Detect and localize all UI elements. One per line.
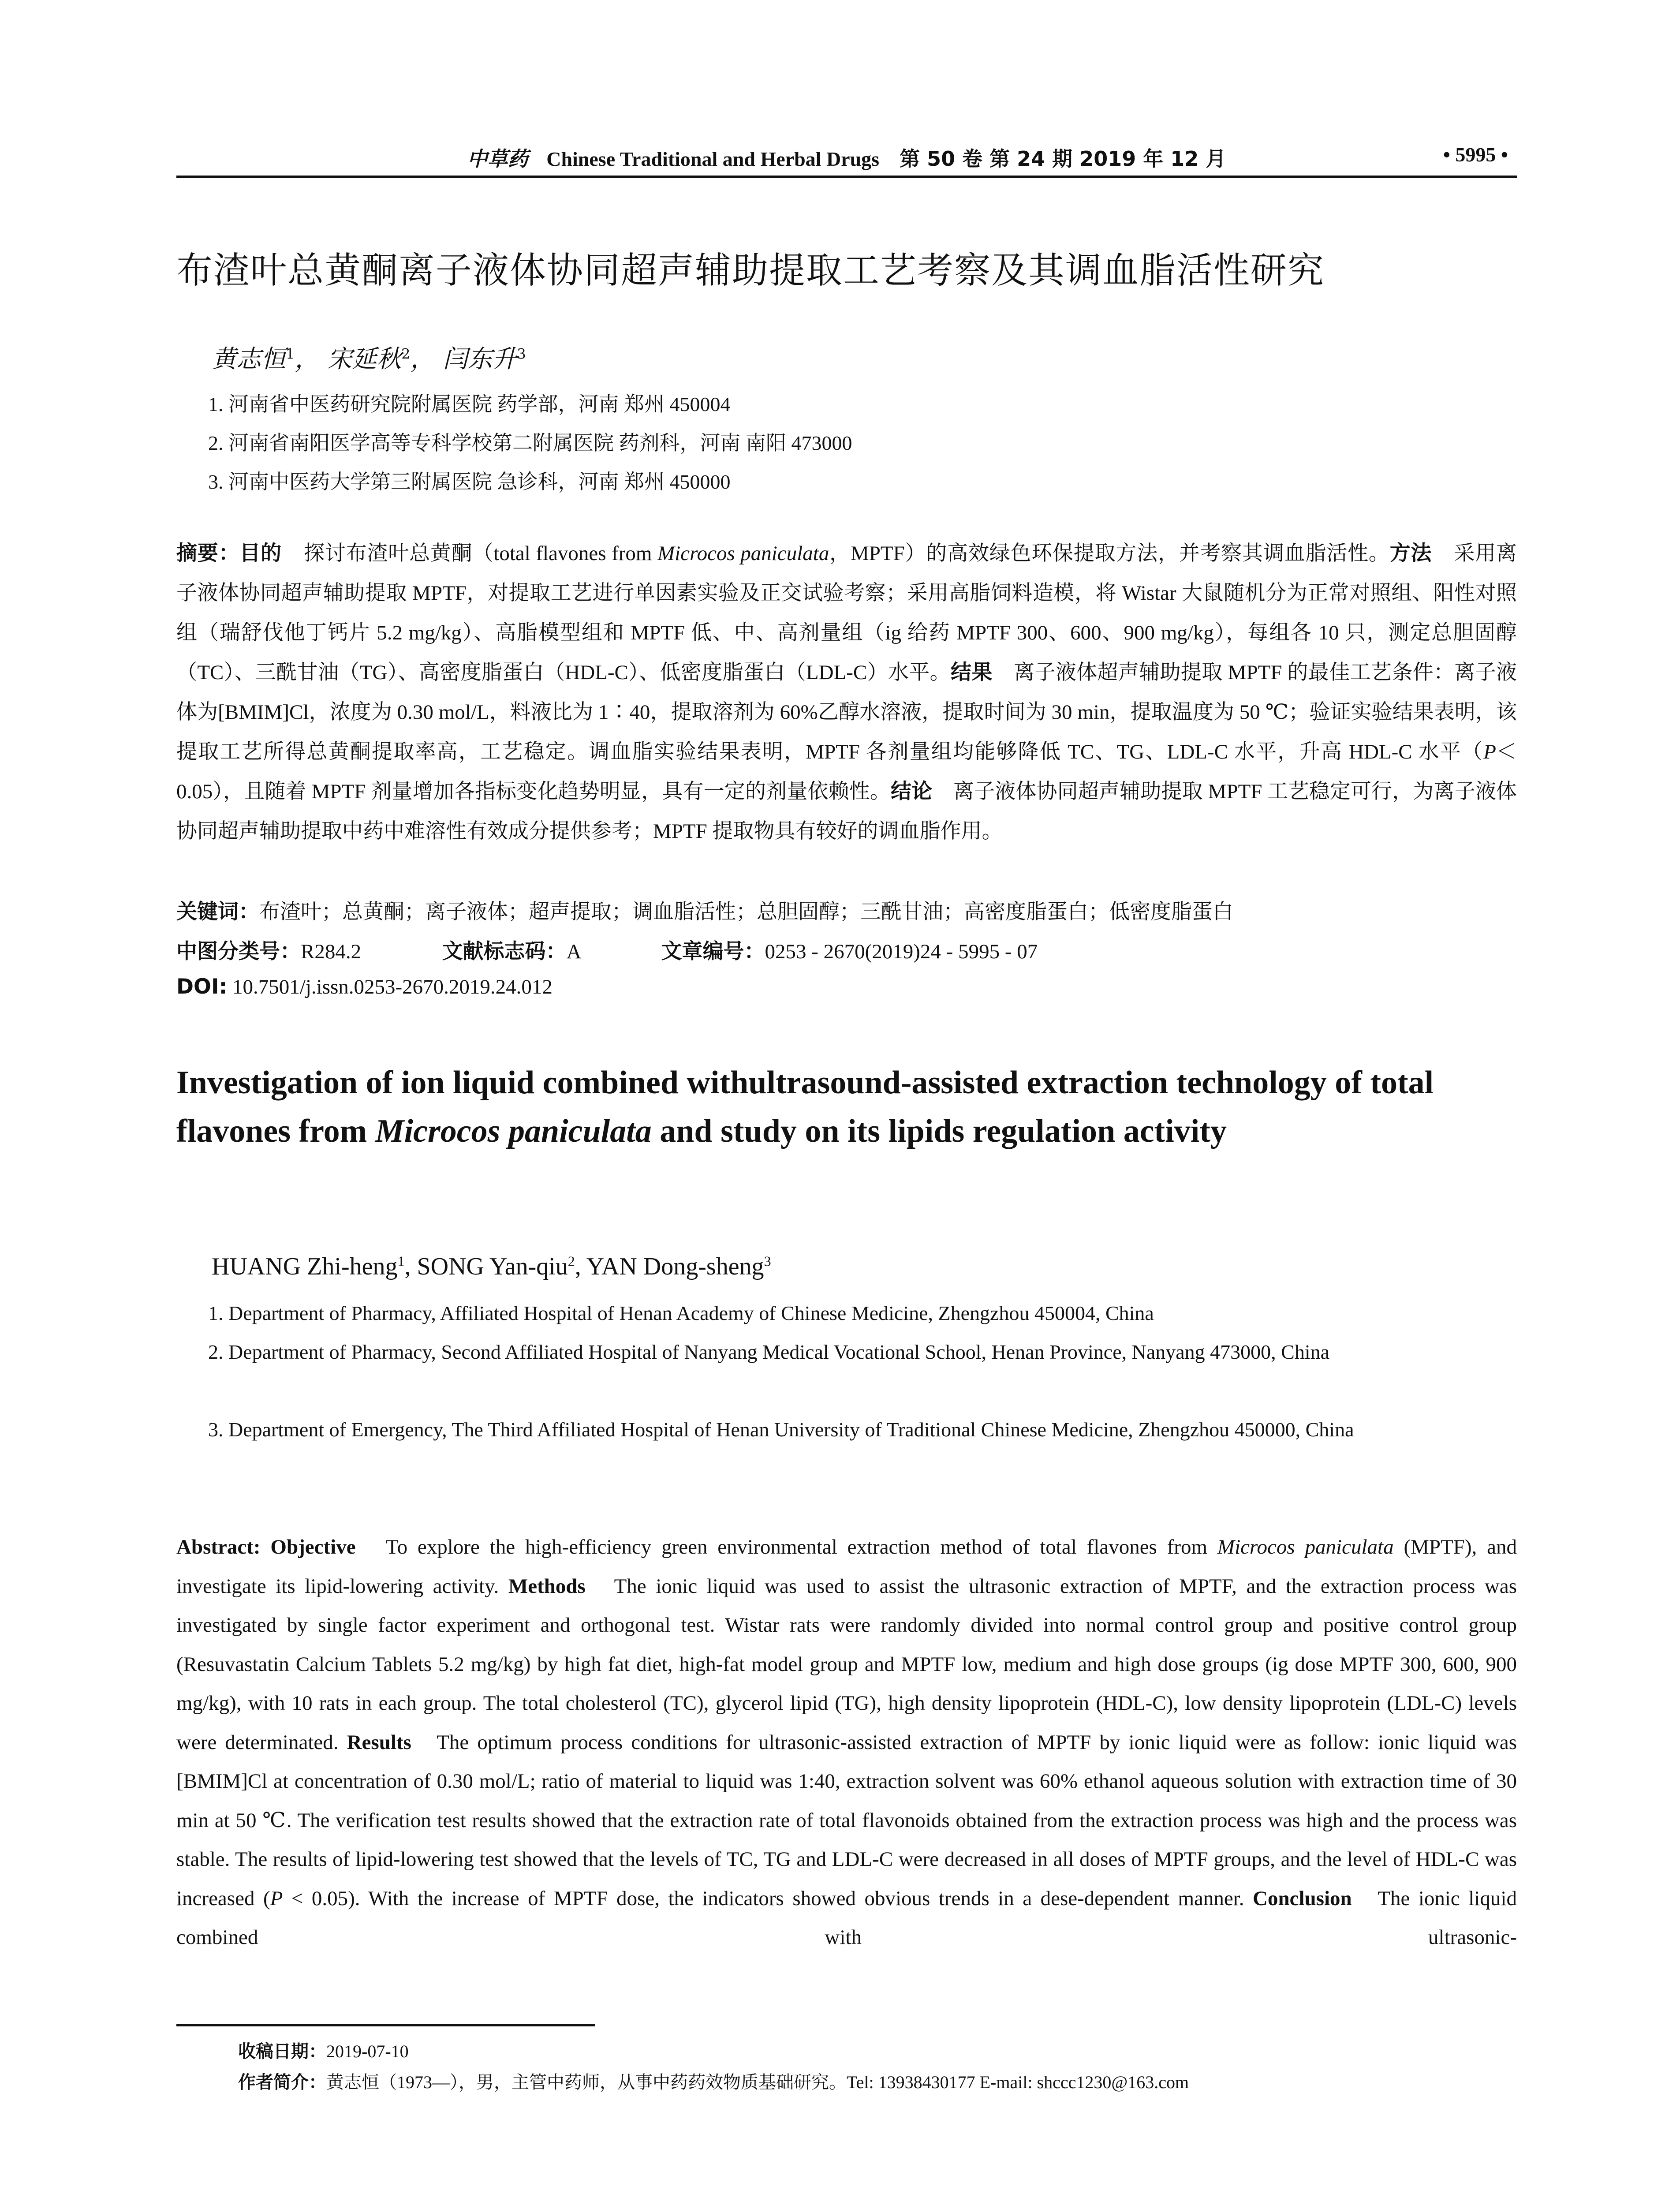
author-name: HUANG Zhi-heng — [212, 1253, 398, 1280]
abstract-cn — [176, 534, 1517, 851]
author-affiliation-mark: 3 — [764, 1253, 771, 1269]
author-list-cn: 黄志恒$^1$， 宋延秋$^2$， 闫东升$^3$ — [212, 345, 526, 374]
abstract-label: Abstract: — [176, 1536, 261, 1558]
author-list-en: HUANG Zhi-heng$^1$, SONG Yan-qiu$^2$, YAN Dong-sheng$^3$ — [212, 1253, 771, 1280]
journal-name-cn: 中草药 — [467, 147, 528, 171]
affiliation-text: Department of Pharmacy, Second Affiliated Hospital of Nanyang Medical Vocational School, Henan Province, Nanyang 473000, China — [228, 1341, 1330, 1363]
title-text-tail: and study on its lipids regulation activity — [651, 1113, 1227, 1149]
clc-number: R284.2 — [301, 940, 362, 963]
author-affiliation-mark: 3 — [517, 345, 526, 363]
affiliation-number: 3. — [208, 1418, 224, 1441]
results-text: The optimum process conditions for ultrasonic-assisted extraction of MPTF by ionic liquid were as follow: ionic liquid was [BMIM]Cl at concentration of 0.30 mol/L; ratio of material to liquid was 1:40, extraction solvent was 60% ethanol aqueous solution with extraction time of 30 min at 50 ℃. The verification test results showed that the extraction rate of total flavonoids obtained from the extraction process was high and the process was stable. The results of lipid-lowering test showed that the levels of TC, TG and LDL-C were decreased in all doses of MPTF groups, and the level of HDL-C was increased ( — [176, 1730, 1517, 1910]
affiliation-number: 2. — [208, 1341, 224, 1363]
classification-line — [176, 935, 1517, 964]
affiliation-cn: 1. 河南省中医药研究院附属医院 药学部，河南 郑州 450004 — [208, 393, 731, 415]
results-text-tail: < 0.05). With the increase of MPTF dose, the indicators showed obvious trends in a dese-dependent manner. — [283, 1887, 1244, 1910]
clc-label: 中图分类号： — [176, 939, 301, 964]
doc-code: A — [566, 940, 580, 963]
conclusion-label: Conclusion — [1253, 1887, 1352, 1910]
author-name: 宋延秋 — [327, 345, 402, 374]
author-bio-note — [238, 2068, 1189, 2093]
author-name: 黄志恒 — [212, 345, 286, 374]
paper-title-en — [176, 1058, 1517, 1155]
affiliation-cn: 3. 河南中医药大学第三附属医院 急诊科，河南 郑州 450000 — [208, 471, 731, 493]
author-name: YAN Dong-sheng — [586, 1253, 764, 1280]
doc-code-label: 文献标志码： — [442, 939, 567, 964]
affiliation-text: Department of Pharmacy, Affiliated Hospital of Henan Academy of Chinese Medicine, Zhengzhou 450004, China — [228, 1302, 1154, 1324]
journal-info — [176, 143, 1517, 172]
results-label: 结果 — [950, 660, 993, 684]
conclusion-text: 离子液体协同超声辅助提取 MPTF 工艺稳定可行，为离子液体协同超声辅助提取中药中难溶性有效成分提供参考；MPTF 提取物具有较好的调血脂作用。 — [176, 780, 1517, 843]
affiliation-en — [208, 1410, 1513, 1449]
running-header — [176, 140, 1517, 178]
author-bio-label: 作者简介： — [238, 2072, 326, 2093]
objective-text-tail: (MPTF), and investigate its lipid-lowering activity. — [176, 1536, 1517, 1598]
doi-line — [176, 975, 553, 999]
p-value-symbol: P — [270, 1887, 283, 1910]
journal-issue: 第 50 卷 第 24 期 2019 年 12 月 — [900, 147, 1226, 171]
methods-text: 采用离子液体协同超声辅助提取 MPTF，对提取工艺进行单因素实验及正交试验考察；采用高脂饲料造模，将 Wistar 大鼠随机分为正常对照组、阳性对照组（瑞舒伐他丁钙片 5.2 mg/kg）、高脂模型组和 MPTF 低、中、高剂量组（ig 给药 MPTF 300、600、900 mg/kg），每组各 10 只，测定总胆固醇（TC）、三酰甘油（TG）、高密度脂蛋白（HDL-C）、低密度脂蛋白（LDL-C）水平。 — [176, 542, 1517, 684]
author-affiliation-mark: 1 — [397, 1253, 405, 1269]
received-date: 2019-07-10 — [326, 2041, 409, 2061]
keywords: 布渣叶；总黄酮；离子液体；超声提取；调血脂活性；总胆固醇；三酰甘油；高密度脂蛋白；低密度脂蛋白 — [259, 901, 1233, 923]
article-number-label: 文章编号： — [661, 939, 765, 964]
affiliation-en — [208, 1294, 1513, 1333]
methods-label: Methods — [508, 1574, 586, 1598]
species-name: Microcos paniculata — [1217, 1536, 1394, 1558]
conclusion-text: The ionic liquid combined with ultrasonic- — [176, 1887, 1517, 1949]
affiliation-text: Department of Emergency, The Third Affiliated Hospital of Henan University of Traditional Chinese Medicine, Zhengzhou 450000, China — [228, 1418, 1354, 1441]
author-affiliation-mark: 2 — [401, 345, 411, 363]
doi-label: DOI: — [176, 975, 228, 999]
objective-label: Objective — [270, 1536, 356, 1558]
title-text: Investigation of ion liquid combined withultrasound-assisted extraction technology of total flavones from — [176, 1065, 1434, 1149]
author-name: 闫东升 — [443, 345, 517, 374]
received-label: 收稿日期： — [238, 2041, 326, 2062]
results-text-tail: ＜0.05），且随着 MPTF 剂量增加各指标变化趋势明显，具有一定的剂量依赖性。 — [176, 740, 1517, 803]
methods-label: 方法 — [1389, 541, 1432, 565]
author-name: SONG Yan-qiu — [417, 1253, 568, 1280]
author-affiliation-mark: 1 — [286, 345, 295, 363]
abstract-en — [176, 1528, 1517, 1957]
keywords-line — [176, 895, 1233, 925]
keywords-label: 关键词： — [176, 900, 259, 924]
doi: 10.7501/j.issn.0253-2670.2019.24.012 — [232, 975, 553, 998]
objective-label: 目的 — [239, 541, 282, 565]
species-name: Microcos paniculata — [657, 542, 829, 565]
species-name: Microcos paniculata — [375, 1113, 652, 1149]
received-date-note — [238, 2037, 409, 2063]
objective-text-tail: ，MPTF）的高效绿色环保提取方法，并考察其调血脂活性。 — [829, 542, 1390, 565]
footnote-divider — [176, 2024, 595, 2026]
abstract-label: 摘要： — [176, 541, 240, 565]
page-number: • 5995 • — [1443, 143, 1508, 166]
affiliation-number: 1. — [208, 1302, 224, 1324]
author-affiliation-mark: 2 — [567, 1253, 575, 1269]
conclusion-label: 结论 — [891, 779, 933, 804]
objective-text: To explore the high-efficiency green environmental extraction method of total flavones from — [386, 1536, 1217, 1558]
p-value-symbol: P — [1483, 740, 1496, 763]
results-text: 离子液体超声辅助提取 MPTF 的最佳工艺条件：离子液体为[BMIM]Cl，浓度为 0.30 mol/L，料液比为 1∶40，提取溶剂为 60%乙醇水溶液，提取时间为 30 min，提取温度为 50 ℃；验证实验结果表明，该提取工艺所得总黄酮提取率高，工艺稳定。调血脂实验结果表明，MPTF 各剂量组均能够降低 TC、TG、LDL-C 水平，升高 HDL-C 水平（ — [176, 661, 1517, 763]
paper-title-cn: 布渣叶总黄酮离子液体协同超声辅助提取工艺考察及其调血脂活性研究 — [176, 250, 1325, 292]
affiliation-cn: 2. 河南省南阳医学高等专科学校第二附属医院 药剂科，河南 南阳 473000 — [208, 432, 852, 454]
journal-name-en: Chinese Traditional and Herbal Drugs — [546, 148, 880, 170]
author-bio: 黄志恒（1973—），男，主管中药师，从事中药药效物质基础研究。Tel: 13938430177 E-mail: shccc1230@163.com — [326, 2072, 1189, 2092]
objective-text: 探讨布渣叶总黄酮（total flavones from — [304, 542, 657, 565]
affiliation-en — [208, 1333, 1513, 1372]
article-number: 0253 - 2670(2019)24 - 5995 - 07 — [765, 940, 1038, 963]
results-label: Results — [347, 1730, 411, 1754]
methods-text: The ionic liquid was used to assist the ultrasonic extraction of MPTF, and the extraction process was investigated by single factor experiment and orthogonal test. Wistar rats were randomly divided into normal control group and positive control group (Resuvastatin Calcium Tablets 5.2 mg/kg) by high fat diet, high-fat model group and MPTF low, medium and high dose groups (ig dose MPTF 300, 600, 900 mg/kg), with 10 rats in each group. The total cholesterol (TC), glycerol lipid (TG), high density lipoprotein (HDL-C), low density lipoprotein (LDL-C) levels were determinated. — [176, 1574, 1517, 1754]
